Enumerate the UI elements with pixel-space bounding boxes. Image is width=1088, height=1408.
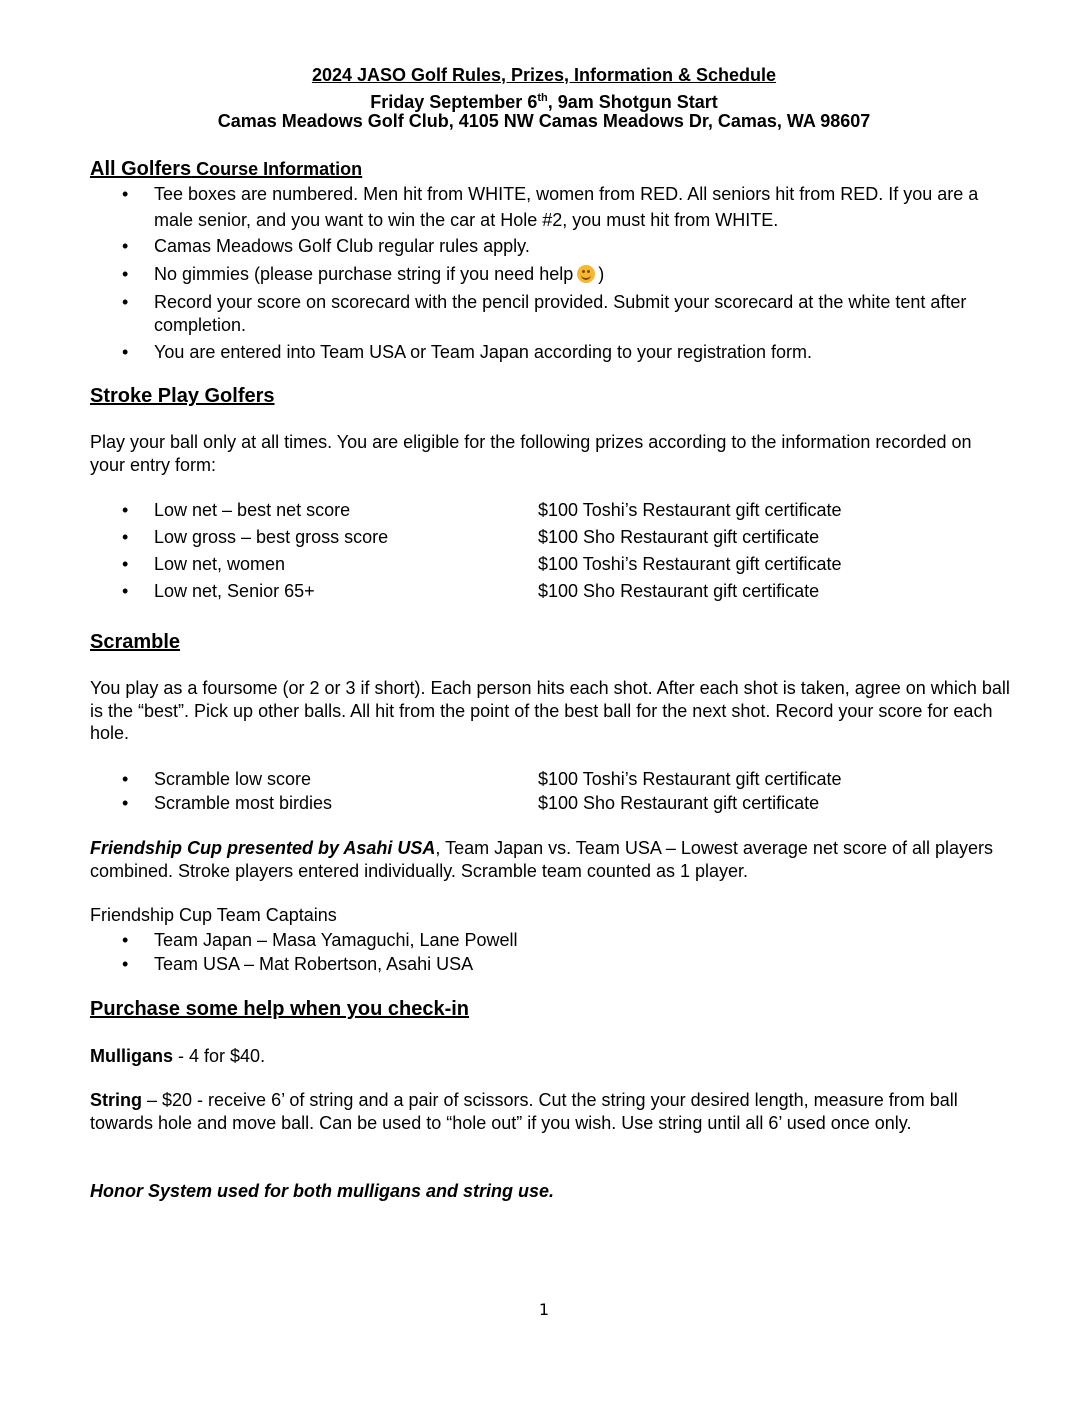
prize-value: $100 Toshi’s Restaurant gift certificate [538, 554, 842, 574]
mulligans-text: - 4 for $40. [173, 1046, 266, 1066]
bullet: • [122, 527, 129, 547]
prize-label: Low gross – best gross score [154, 527, 389, 547]
all-golfers-heading [90, 157, 362, 181]
list-item: • Team USA – Mat Robertson, Asahi USA [90, 952, 1010, 976]
list-item: • Tee boxes are numbered. Men hit from WHITE, women from RED. All seniors hit from RED. If you are a male senior, and you want to win the car at Hole #2, you must hit from WHITE. [90, 181, 1010, 233]
prize-value: $100 Sho Restaurant gift certificate [538, 527, 820, 547]
prize-label: Scramble low score [154, 769, 312, 789]
string-label: String [90, 1090, 142, 1110]
bullet: • [122, 581, 129, 601]
friendship-cup-text: , Team Japan vs. Team USA – Lowest average net score of all players combined. Stroke players entered individually. Scramble team counted as 1 player. [90, 838, 994, 881]
prize-value: $100 Toshi’s Restaurant gift certificate [538, 769, 842, 789]
captains-heading: Friendship Cup Team Captains [90, 905, 337, 925]
stroke-play-heading: Stroke Play Golfers [90, 385, 275, 407]
friendship-cup-paragraph [90, 837, 1010, 882]
string-paragraph [90, 1089, 1010, 1134]
gimmies-close: ) [598, 264, 605, 284]
bullet: • [122, 500, 129, 520]
prize-value: $100 Sho Restaurant gift certificate [538, 793, 820, 813]
prize-label: Low net – best net score [154, 500, 351, 520]
mulligans-label: Mulligans [90, 1046, 174, 1066]
page-number: 1 [538, 1300, 550, 1319]
scramble-intro: You play as a foursome (or 2 or 3 if short). Each person hits each shot. After each shot is taken, agree on which ball is the “best”. Pick up other balls. All hit from the point of the best ball for the next shot. Record your score for each hole. [90, 678, 1010, 743]
document-title [0, 64, 1088, 86]
title-line-1: 2024 JASO Golf Rules, Prizes, Information & Schedule [311, 65, 777, 85]
list-item [90, 263, 1010, 286]
prize-label: Low net, women [154, 554, 286, 574]
stroke-play-intro: Play your ball only at all times. You are eligible for the following prizes according to the information recorded on your entry form: [90, 432, 972, 475]
purchase-heading: Purchase some help when you check-in [90, 998, 470, 1020]
venue-line: Camas Meadows Golf Club, 4105 NW Camas Meadows Dr, Camas, WA 98607 [217, 111, 871, 131]
prize-label: Scramble most birdies [154, 793, 333, 813]
prize-value: $100 Toshi’s Restaurant gift certificate [538, 500, 842, 520]
list-item: • You are entered into Team USA or Team Japan according to your registration form. [90, 341, 1010, 364]
list-item: • Camas Meadows Golf Club regular rules apply. [90, 235, 1010, 258]
list-item: • Team Japan – Masa Yamaguchi, Lane Powell [90, 928, 1010, 952]
event-date-text: Friday September 6 [370, 92, 538, 112]
prize-value: $100 Sho Restaurant gift certificate [538, 581, 820, 601]
bullet: • [122, 769, 129, 789]
bullet: • [122, 793, 129, 813]
honor-system-note: Honor System used for both mulligans and string use. [90, 1181, 555, 1201]
gimmies-text: No gimmies (please purchase string if you need help [154, 264, 574, 284]
bullet: • [122, 554, 129, 574]
smiling-face-icon [577, 265, 595, 283]
scramble-heading: Scramble [90, 631, 181, 653]
all-golfers-list [90, 181, 1010, 364]
event-start-text: , 9am Shotgun Start [547, 92, 718, 112]
date-superscript: th [537, 92, 548, 104]
all-golfers-title: All Golfers [90, 158, 192, 180]
list-item: • Record your score on scorecard with the pencil provided. Submit your scorecard at the white tent after completion. [90, 291, 1010, 337]
course-information-title: Course Information [191, 159, 363, 179]
captains-list [90, 928, 1010, 976]
friendship-cup-lead: Friendship Cup presented by Asahi USA [90, 838, 436, 858]
string-text: – $20 - receive 6’ of string and a pair of scissors. Cut the string your desired length, measure from ball towards hole and move ball. Can be used to “hole out” if you wish. Use string until all 6’ used once only. [90, 1090, 958, 1133]
prize-label: Low net, Senior 65+ [154, 581, 315, 601]
mulligans-paragraph [90, 1045, 1010, 1068]
